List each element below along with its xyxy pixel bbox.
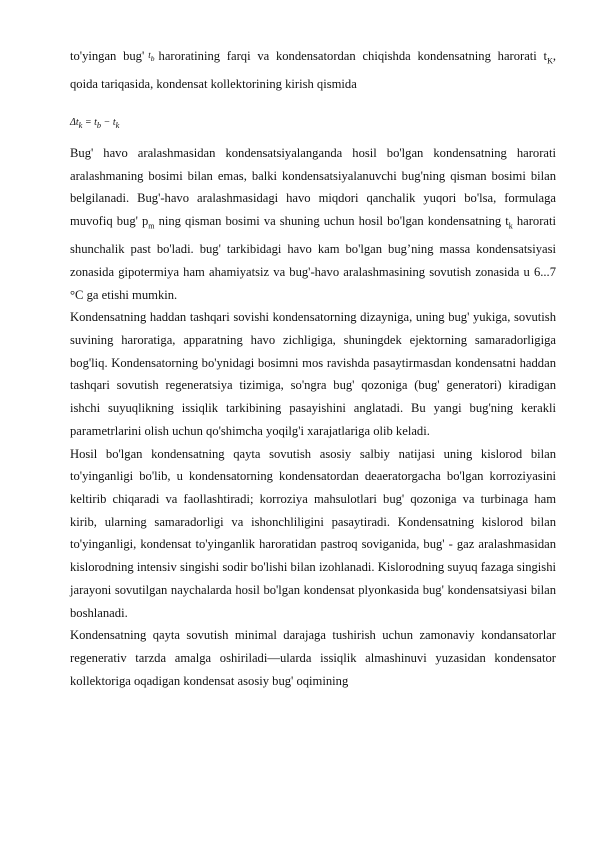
paragraph-1 bbox=[70, 142, 556, 306]
formula-eq: = bbox=[82, 116, 95, 128]
formula-t1: t bbox=[94, 116, 97, 128]
p1-text-2: ning qisman bosimi va shuning uchun hosil bo'lgan kondensatning t bbox=[154, 214, 509, 229]
paragraph-4: Kondensatning qayta sovutish minimal darajaga tushirish uchun zamonaviy kondansatorlar regenerativ tarzda amalga oshiriladi—ularda issiqlik almashinuvi yuzasidan kondensator kollektoriga oqadigan kondensat asosiy bug' oqimining bbox=[70, 628, 556, 688]
p1-sub-m: m bbox=[148, 221, 155, 231]
intro-text-mid: haroratining farqi va kondensatordan chiqishda kondensatning harorati t bbox=[158, 49, 548, 63]
symbol-sub: b bbox=[150, 53, 155, 63]
formula-minus: − bbox=[101, 116, 113, 128]
formula-t2: t bbox=[112, 116, 116, 128]
formula-t2-sub: k bbox=[115, 120, 120, 130]
formula-lhs: Δt bbox=[70, 116, 79, 128]
p1-text-1: Bug' havo aralashmasidan kondensatsiyalanganda hosil bo'lgan kondensatning harorati aralashmaning bosimi bilan emas, balki kondensatsiyalanuvchi bug'ning qisman bosimi bilan belgilanadi. Bug'-havo aralashmasidagi havo miqdori qanchalik yuqori bo'lsa, formulaga muvofiq bug' p bbox=[70, 145, 556, 229]
document-page bbox=[70, 44, 556, 692]
formula-t1-sub: b bbox=[96, 120, 102, 130]
intro-text-start: to'yingan bug' bbox=[70, 49, 145, 63]
paragraph-3: Hosil bo'lgan kondensatning qayta sovutish asosiy salbiy natijasi uning kislorod bilan to'yinganligi bo'lib, u kondensatorning kondensatordan deaeratorgacha bo'lgan korroziyasini keltirib chiqaradi va faollashtiradi; korroziya mahsulotlari bug' qozoniga va turbinaga ham kirib, ularning samaradorligi va ishonchliligini pasaytiradi. Kondensatning kislorod bilan to'yinganligi, kondensat to'yinganlik haroratidan pastroq soviganida, bug' - gaz aralashmasidan kislorodning intensiv singishi sodir bo'lishi bilan izohlanadi. Kislorodning suyuq fazaga singishi jarayoni sovutilgan naychalarda hosil bo'lgan kondensat plyonkasida bug' kondensatsiyasi bilan boshlanadi. bbox=[70, 446, 556, 620]
formula-lhs-sub: k bbox=[78, 120, 83, 130]
intro-sub-k: K bbox=[547, 56, 553, 66]
p1-text-3: harorati shunchalik past bo'ladi. bug' tarkibidagi havo kam bo'lgan bug’ning massa kondensatsiyasi zonasida gipotermiya ham ahamiyatsiz va bug'-havo aralashmasining sovutish zonasida u 6...7 °C ga etishi mumkin. bbox=[70, 214, 556, 302]
formula bbox=[70, 108, 556, 138]
p1-sub-k: k bbox=[508, 221, 513, 231]
inline-symbol bbox=[144, 50, 158, 63]
symbol-main: t bbox=[148, 50, 151, 60]
paragraph-2: Kondensatning haddan tashqari sovishi kondensatorning dizayniga, uning bug' yukiga, sovutish suvining haroratiga, apparatning havo zichligiga, shuningdek ejektorning samaradorligiga bog'liq. Kondensatorning bo'ynidagi bosimni mos ravishda pasaytirmasdan kondensatni haddan tashqari sovutish regeneratsiya tizimiga, so'ngra bug' qozoniga (bug' generatori) kiradigan ishchi suyuqlikning issiqlik tarkibining pasayishini anglatadi. Bu yangi bug'ning kerakli parametrlarini olish uchun qo'shimcha yoqilg'i xarajatlariga olib keladi. bbox=[70, 310, 556, 438]
intro-paragraph bbox=[70, 44, 556, 96]
intro-text-end: , qoida tariqasida, kondensat kollektorining kirish qismida bbox=[70, 49, 556, 92]
